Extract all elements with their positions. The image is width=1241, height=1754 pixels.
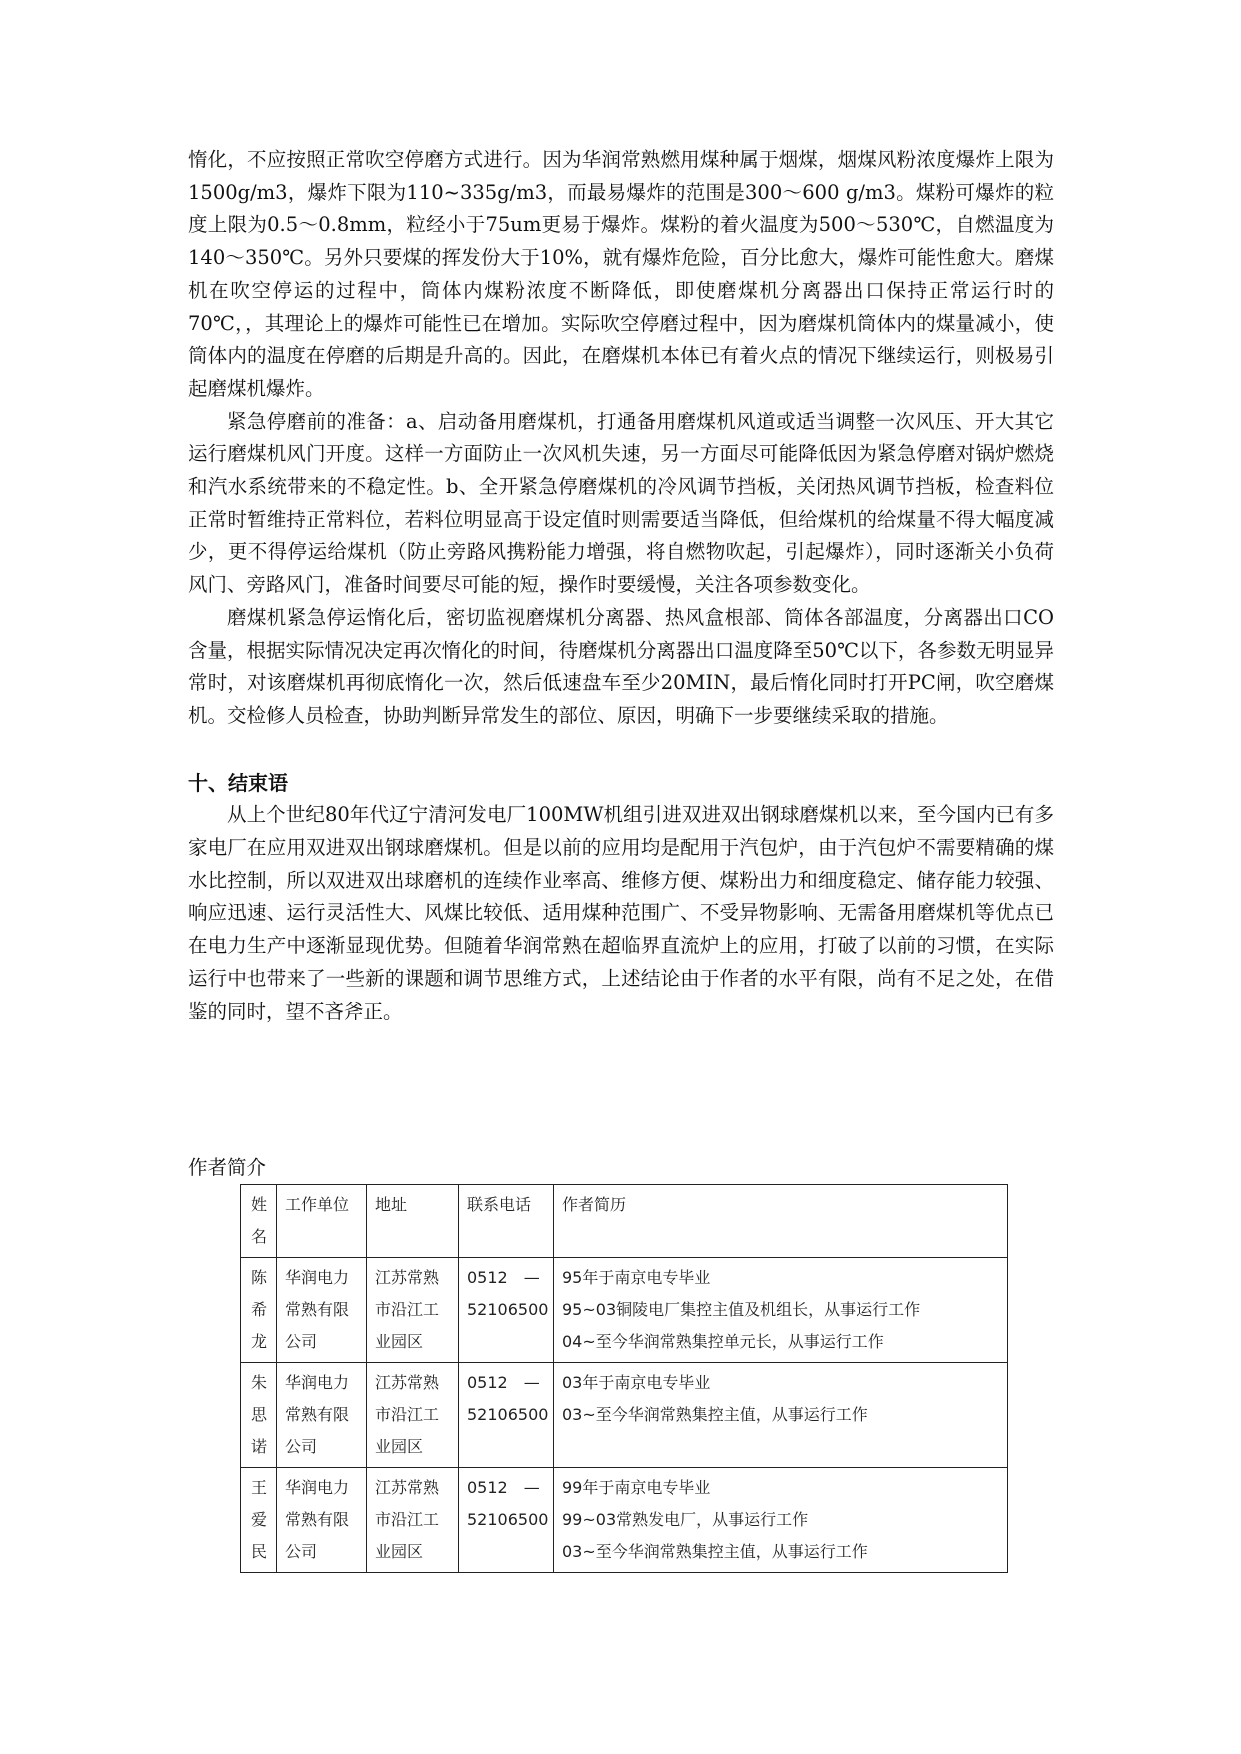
author-address-line: 江苏常熟 xyxy=(375,1373,440,1392)
author-address-cell xyxy=(367,1468,459,1573)
author-name-cell xyxy=(241,1258,277,1363)
author-unit-cell xyxy=(277,1363,367,1468)
author-name-char: 龙 xyxy=(251,1332,268,1351)
author-name-char: 诺 xyxy=(251,1437,268,1456)
author-unit-line: 常熟有限 xyxy=(285,1300,350,1319)
author-resume-line: 03年于南京电专毕业 xyxy=(562,1373,711,1392)
author-phone-line: 0512 — xyxy=(467,1373,540,1392)
author-resume-cell xyxy=(554,1468,1008,1573)
author-name-cell xyxy=(241,1363,277,1468)
author-unit-line: 公司 xyxy=(285,1542,318,1561)
author-phone-line: 52106500 xyxy=(467,1405,549,1424)
author-name-char: 爱 xyxy=(251,1510,268,1529)
author-name-char: 朱 xyxy=(251,1373,268,1392)
author-unit-line: 华润电力 xyxy=(285,1268,350,1287)
author-name-char: 王 xyxy=(251,1478,268,1497)
author-phone-line: 52106500 xyxy=(467,1300,549,1319)
author-phone-cell xyxy=(459,1258,554,1363)
author-resume-line: 03~至今华润常熟集控主值，从事运行工作 xyxy=(562,1542,868,1561)
author-table xyxy=(240,1184,1008,1573)
author-unit-line: 华润电力 xyxy=(285,1373,350,1392)
paragraph-after-emergency-stop: 磨煤机紧急停运惰化后，密切监视磨煤机分离器、热风盒根部、筒体各部温度，分离器出口CO含量，根据实际情况决定再次惰化的时间，待磨煤机分离器出口温度降至50℃以下，各参数无明显异常时，对该磨煤机再彻底惰化一次，然后低速盘车至少20MIN，最后惰化同时打开PC闸，吹空磨煤机。交检修人员检查，协助判断异常发生的部位、原因，明确下一步要继续采取的措施。 xyxy=(188,605,1054,727)
author-name-char: 希 xyxy=(251,1300,268,1319)
author-address-line: 市沿江工 xyxy=(375,1510,440,1529)
author-name-char: 民 xyxy=(251,1542,268,1561)
author-unit-cell xyxy=(277,1258,367,1363)
author-address-line: 市沿江工 xyxy=(375,1405,440,1424)
header-name xyxy=(241,1185,277,1258)
author-resume-line: 95~03铜陵电厂集控主值及机组长，从事运行工作 xyxy=(562,1300,921,1319)
header-phone xyxy=(459,1185,554,1258)
author-phone-cell xyxy=(459,1468,554,1573)
author-address-cell xyxy=(367,1363,459,1468)
header-name-line: 姓 xyxy=(251,1195,268,1214)
author-address-line: 江苏常熟 xyxy=(375,1268,440,1287)
author-resume-line: 04~至今华润常熟集控单元长，从事运行工作 xyxy=(562,1332,884,1351)
author-unit-cell xyxy=(277,1468,367,1573)
author-phone-line: 0512 — xyxy=(467,1478,540,1497)
author-name-char: 陈 xyxy=(251,1268,268,1287)
paragraph-emergency-stop-preparation: 紧急停磨前的准备：a、启动备用磨煤机，打通备用磨煤机风道或适当调整一次风压、开大其它运行磨煤机风门开度。这样一方面防止一次风机失速，另一方面尽可能降低因为紧急停磨对锅炉燃烧和汽水系统带来的不稳定性。b、全开紧急停磨煤机的冷风调节挡板，关闭热风调节挡板，检查料位正常时暂维持正常料位，若料位明显高于设定值时则需要适当降低，但给煤机的给煤量不得大幅度减少，更不得停运给煤机（防止旁路风携粉能力增强，将自燃物吹起，引起爆炸），同时逐渐关小负荷风门、旁路风门，准备时间要尽可能的短，操作时要缓慢，关注各项参数变化。 xyxy=(188,409,1054,597)
header-unit-text: 工作单位 xyxy=(285,1195,350,1214)
paragraph-conclusion: 从上个世纪80年代辽宁清河发电厂100MW机组引进双进双出钢球磨煤机以来，至今国内已有多家电厂在应用双进双出钢球磨煤机。但是以前的应用均是配用于汽包炉，由于汽包炉不需要精确的煤水比控制，所以双进双出球磨机的连续作业率高、维修方便、煤粉出力和细度稳定、储存能力较强、响应迅速、运行灵活性大、风煤比较低、适用煤种范围广、不受异物影响、无需备用磨煤机等优点已在电力生产中逐渐显现优势。但随着华润常熟在超临界直流炉上的应用，打破了以前的习惯，在实际运行中也带来了一些新的课题和调节思维方式，上述结论由于作者的水平有限，尚有不足之处，在借鉴的同时，望不吝斧正。 xyxy=(188,803,1054,1023)
author-address-line: 业园区 xyxy=(375,1542,424,1561)
author-table-caption: 作者简介 xyxy=(188,1156,267,1179)
author-unit-line: 华润电力 xyxy=(285,1478,350,1497)
author-resume-line: 95年于南京电专毕业 xyxy=(562,1268,711,1287)
author-resume-cell xyxy=(554,1363,1008,1468)
table-row xyxy=(241,1363,1008,1468)
author-unit-line: 公司 xyxy=(285,1437,318,1456)
author-phone-line: 0512 — xyxy=(467,1268,540,1287)
author-address-line: 业园区 xyxy=(375,1437,424,1456)
author-address-line: 江苏常熟 xyxy=(375,1478,440,1497)
body-text xyxy=(188,144,1054,1028)
header-address xyxy=(367,1185,459,1258)
header-address-text: 地址 xyxy=(375,1195,408,1214)
author-address-line: 市沿江工 xyxy=(375,1300,440,1319)
author-table-header-row xyxy=(241,1185,1008,1258)
header-resume-text: 作者简历 xyxy=(562,1195,627,1214)
author-resume-line: 03~至今华润常熟集控主值，从事运行工作 xyxy=(562,1405,868,1424)
table-row xyxy=(241,1258,1008,1363)
author-unit-line: 常熟有限 xyxy=(285,1405,350,1424)
author-resume-line: 99~03常熟发电厂，从事运行工作 xyxy=(562,1510,809,1529)
header-resume xyxy=(554,1185,1008,1258)
author-phone-line: 52106500 xyxy=(467,1510,549,1529)
author-address-line: 业园区 xyxy=(375,1332,424,1351)
author-address-cell xyxy=(367,1258,459,1363)
header-phone-text: 联系电话 xyxy=(467,1195,532,1214)
section-heading-conclusion: 十、结束语 xyxy=(188,770,288,795)
author-phone-cell xyxy=(459,1363,554,1468)
author-resume-cell xyxy=(554,1258,1008,1363)
author-unit-line: 公司 xyxy=(285,1332,318,1351)
table-row xyxy=(241,1468,1008,1573)
header-name-line: 名 xyxy=(251,1227,268,1246)
paragraph-inertization-explosion: 惰化，不应按照正常吹空停磨方式进行。因为华润常熟燃用煤种属于烟煤，烟煤风粉浓度爆炸上限为1500g/m3，爆炸下限为110~335g/m3，而最易爆炸的范围是300～600 g/m3。煤粉可爆炸的粒度上限为0.5～0.8mm，粒经小于75um更易于爆炸。煤粉的着火温度为500～530℃，自燃温度为140～350℃。另外只要煤的挥发份大于10%，就有爆炸危险，百分比愈大，爆炸可能性愈大。磨煤机在吹空停运的过程中，筒体内煤粉浓度不断降低，即使磨煤机分离器出口保持正常运行时的70℃，，其理论上的爆炸可能性已在增加。实际吹空停磨过程中，因为磨煤机筒体内的煤量减小，使筒体内的温度在停磨的后期是升高的。因此，在磨煤机本体已有着火点的情况下继续运行，则极易引起磨煤机爆炸。 xyxy=(188,148,1054,400)
author-resume-line: 99年于南京电专毕业 xyxy=(562,1478,711,1497)
author-name-char: 思 xyxy=(251,1405,268,1424)
header-unit xyxy=(277,1185,367,1258)
author-unit-line: 常熟有限 xyxy=(285,1510,350,1529)
author-name-cell xyxy=(241,1468,277,1573)
